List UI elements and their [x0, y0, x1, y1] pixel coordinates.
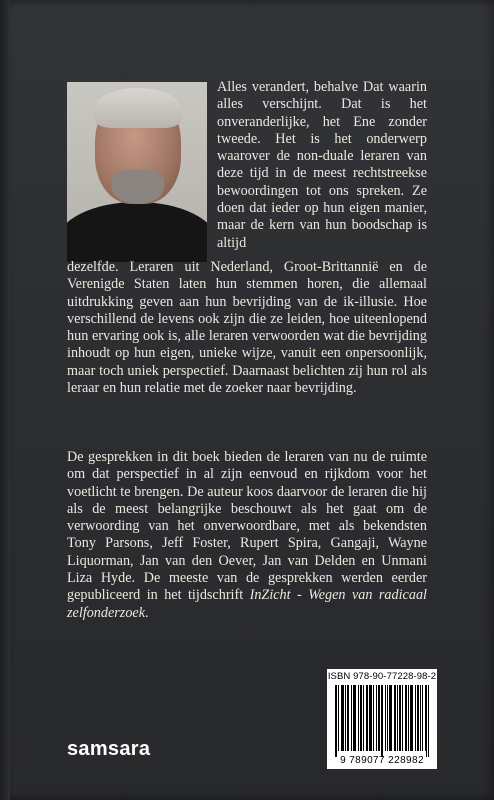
isbn-barcode-box: [327, 669, 437, 769]
isbn-label: ISBN 978-90-77228-98-2: [327, 671, 437, 682]
magazine-title: InZicht - Wegen van radicaal zelfonderzoek: [67, 587, 427, 621]
blurb-paragraph-1-rest: dezelfde. Leraren uit Nederland, Groot-Brittannië en de Verenigde Staten laten hun stemmen horen, die allemaal uitdrukking geven aan hun bevrijding van de ik-illusie. Hoe verschillend de levens ook zijn die ze leiden, hoe uiteenlopend hun ervaring ook is, alle leraren verwoorden wat die bevrijding inhoudt op hun eigen, unieke wijze, vanuit een onpersoonlijk, maar toch uniek perspectief. Daarnaast belichten zij hun rol als leraar en hun relatie met de zoeker naar bevrijding.: [67, 259, 427, 397]
spine-edge: [0, 0, 10, 800]
photo-hair: [95, 88, 181, 128]
author-photo: [67, 82, 207, 262]
blurb-paragraph-2-text: De gesprekken in dit boek bieden de leraren van nu de ruimte om dat perspectief in al zijn eenvoud en rijkdom voor het voetlicht te brengen. De auteur koos daarvoor de leraren die hij als de meest belangrijke beschouwt als het gaat om de verwoording van het onverwoordbare, met als bekendsten Tony Parsons, Jeff Foster, Rupert Spira, Gangaji, Wayne Liquorman, Jan van den Oever, Jan van Delden en Unmani Liza Hyde. De meeste van de gesprekken werden eerder gepubliceerd in het tijdschrift: [67, 449, 427, 604]
publisher-logo: samsara: [67, 738, 151, 760]
magazine-suffix: .: [145, 604, 149, 621]
barcode-digits: 9 789077 228982: [340, 755, 424, 766]
barcode-icon: [335, 685, 429, 757]
photo-beard: [112, 170, 164, 204]
blurb-paragraph-1-top: Alles verandert, behalve Dat waarin alles verschijnt. Dat is het onveranderlijke, het Ene zonder tweede. Het is het onderwerp waarover de non-duale leraren van deze tijd in de meest rechtstreekse bewoordingen tot ons spreken. Ze doen dat ieder op hun eigen manier, maar de kern van hun boodschap is altijd: [217, 79, 427, 251]
photo-shirt: [67, 202, 207, 262]
blurb-paragraph-2: [67, 449, 427, 622]
